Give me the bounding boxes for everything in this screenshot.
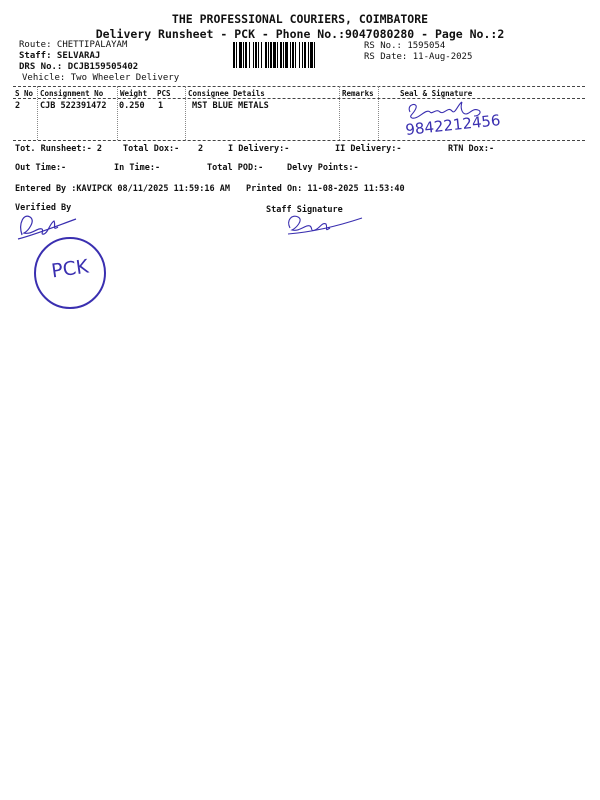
ii-delivery: II Delivery:- — [335, 144, 402, 154]
total-dox-value: 2 — [198, 144, 204, 154]
runsheet-subtitle: Delivery Runsheet - PCK - Phone No.:9047080280 - Page No.:2 — [95, 27, 505, 41]
row-weight: 0.250 — [119, 101, 145, 111]
barcode-bar — [285, 42, 288, 68]
staff-signature-label: Staff Signature — [266, 205, 343, 215]
delvy-points: Delvy Points:- — [287, 163, 359, 173]
barcode-bar — [302, 42, 303, 68]
barcode-bar — [239, 42, 242, 68]
company-title: THE PROFESSIONAL COURIERS, COIMBATORE — [171, 12, 429, 26]
staff-signature — [282, 208, 372, 238]
total-dox-label: Total Dox:- — [123, 144, 180, 154]
barcode-bar — [255, 42, 257, 68]
rs-number: RS No.: 1595054 — [364, 41, 446, 51]
row-sno: 2 — [15, 101, 21, 111]
header-consignment: Consignment No — [40, 89, 104, 98]
receiver-phone: 9842212456 — [404, 111, 502, 139]
rtn-dox: RTN Dox:- — [448, 144, 495, 154]
col-divider — [339, 86, 340, 140]
barcode-bar — [277, 42, 278, 68]
col-divider — [37, 86, 38, 140]
barcode-bar — [243, 42, 244, 68]
receiver-signature — [400, 98, 550, 140]
barcode-bar — [270, 42, 272, 68]
header-pcs: PCS — [157, 89, 171, 98]
col-divider — [117, 86, 118, 140]
table-bottom-rule — [13, 140, 585, 141]
header-weight: Weight — [120, 89, 148, 98]
i-delivery: I Delivery:- — [228, 144, 290, 154]
barcode-bar — [236, 42, 237, 68]
rs-date: RS Date: 11-Aug-2025 — [364, 52, 473, 62]
barcode-bar — [290, 42, 291, 68]
row-consignment: CJB 522391472 — [40, 101, 107, 111]
vehicle-label: Vehicle: Two Wheeler Delivery — [22, 73, 180, 83]
header-remarks: Remarks — [342, 89, 374, 98]
header-consignee: Consignee Details — [188, 89, 265, 98]
barcode — [232, 42, 360, 68]
barcode-bar — [299, 42, 300, 68]
pck-stamp — [34, 237, 106, 309]
barcode-bar — [268, 42, 269, 68]
printed-on: Printed On: 11-08-2025 11:53:40 — [246, 184, 405, 194]
col-divider — [378, 86, 379, 140]
col-divider — [185, 86, 186, 140]
barcode-bar — [249, 42, 250, 68]
barcode-bar — [310, 42, 313, 68]
in-time: In Time:- — [114, 163, 161, 173]
barcode-bar — [283, 42, 284, 68]
entered-by: Entered By :KAVIPCK 08/11/2025 11:59:16 AM — [15, 184, 230, 194]
barcode-bar — [253, 42, 254, 68]
total-pod: Total POD:- — [207, 163, 264, 173]
barcode-bar — [233, 42, 235, 68]
out-time: Out Time:- — [15, 163, 67, 173]
row-consignee: MST BLUE METALS — [192, 101, 269, 111]
barcode-bar — [314, 42, 315, 68]
row-pcs: 1 — [158, 101, 164, 111]
tot-runsheet: Tot. Runsheet:- 2 — [15, 144, 102, 154]
route-label: Route: CHETTIPALAYAM — [19, 40, 128, 50]
stamp-text: PCK — [50, 255, 90, 283]
barcode-bar — [258, 42, 259, 68]
barcode-bar — [261, 42, 262, 68]
drs-number: DRS No.: DCJB159505402 — [19, 62, 139, 72]
barcode-bar — [273, 42, 276, 68]
barcode-bar — [308, 42, 309, 68]
barcode-bar — [245, 42, 247, 68]
barcode-bar — [265, 42, 267, 68]
verified-by-label: Verified By — [15, 203, 72, 213]
barcode-bar — [292, 42, 294, 68]
header-sno: S No — [15, 89, 34, 98]
table-top-rule — [13, 86, 585, 87]
barcode-bar — [295, 42, 296, 68]
staff-label: Staff: SELVARAJ — [19, 51, 101, 61]
barcode-bar — [304, 42, 306, 68]
header-seal-signature: Seal & Signature — [400, 89, 473, 98]
barcode-bar — [280, 42, 282, 68]
